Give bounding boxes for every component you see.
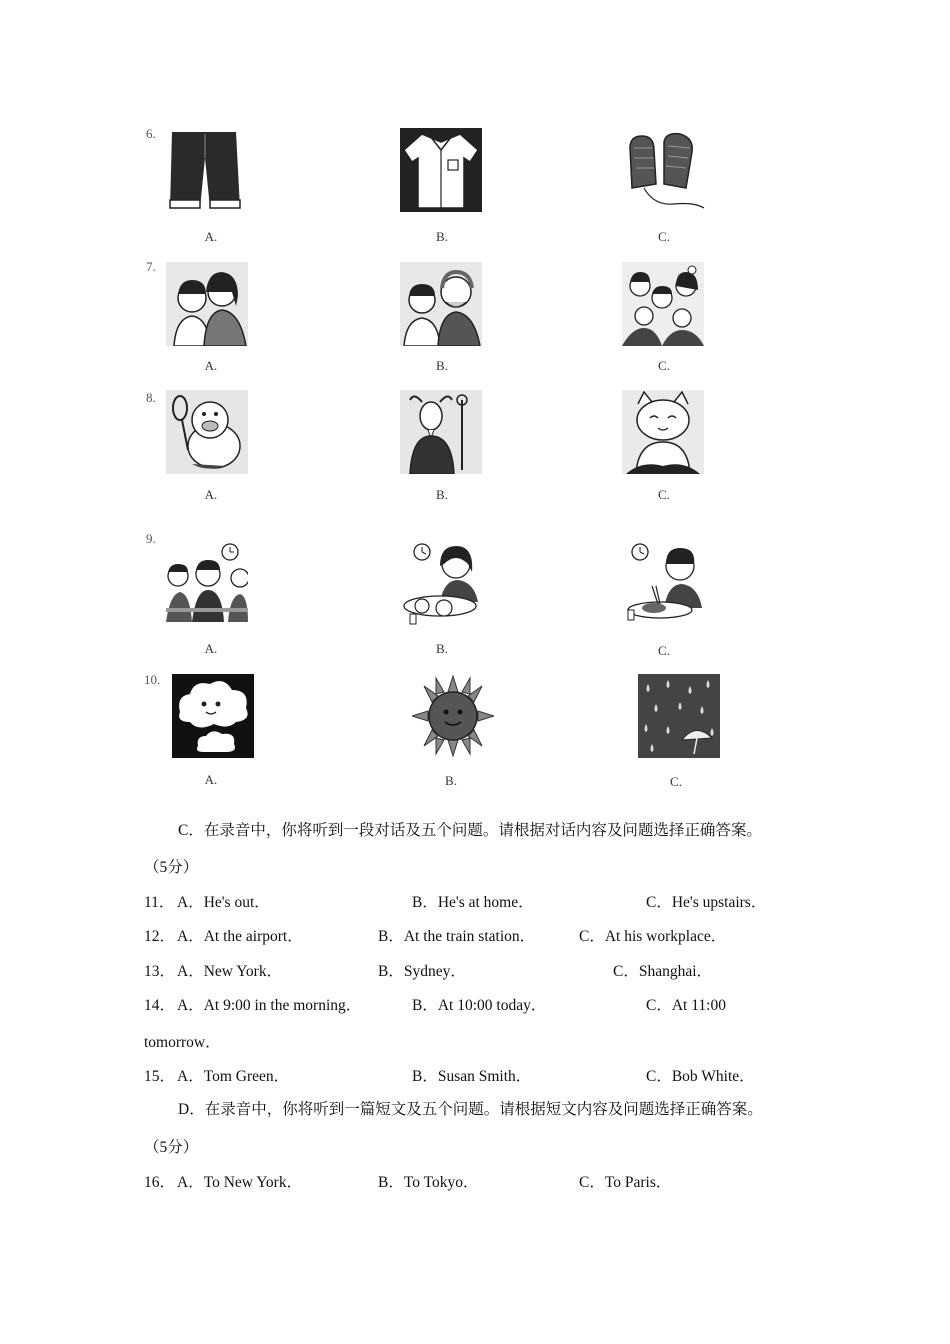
pig-icon <box>166 390 248 474</box>
section-c-score: （5分） <box>144 859 199 876</box>
question-number-7: 7. <box>146 259 156 274</box>
question-14-option-a[interactable]: A．At 9:00 in the morning． <box>177 997 362 1014</box>
option-8a-label: A. <box>204 487 218 502</box>
option-6b[interactable] <box>400 128 482 212</box>
question-13-option-c[interactable]: C．Shanghai． <box>613 963 713 980</box>
option-9b-label: B. <box>436 641 448 656</box>
question-number-9: 9. <box>146 531 156 546</box>
option-8b-label: B. <box>436 487 448 502</box>
option-9b[interactable] <box>400 542 482 626</box>
option-6b-label: B. <box>436 229 448 244</box>
option-7c-label: C. <box>658 358 670 373</box>
section-d-instruction: D．在录音中，你将听到一篇短文及五个问题。请根据短文内容及问题选择正确答案。 <box>178 1101 763 1118</box>
question-13-option-a[interactable]: A．New York． <box>177 963 283 980</box>
option-6a[interactable] <box>164 128 246 212</box>
option-9c[interactable] <box>622 542 704 626</box>
question-11-number: 11． <box>144 894 175 911</box>
question-12-option-a[interactable]: A．At the airport． <box>177 928 303 945</box>
question-12-option-b[interactable]: B．At the train station． <box>378 928 536 945</box>
question-13-number: 13． <box>144 963 176 980</box>
question-number-6: 6. <box>146 126 156 141</box>
question-15-option-a[interactable]: A．Tom Green． <box>177 1068 290 1085</box>
option-9a-label: A. <box>204 641 218 656</box>
question-14-number: 14． <box>144 997 176 1014</box>
question-16-option-a[interactable]: A．To New York． <box>177 1174 303 1191</box>
option-10b[interactable] <box>412 674 494 758</box>
question-11-option-b[interactable]: B．He's at home． <box>412 894 534 911</box>
question-number-10: 10. <box>144 672 161 687</box>
students-in-class-icon <box>166 542 248 626</box>
option-7a-label: A. <box>204 358 218 373</box>
boy-eating-icon <box>622 542 704 626</box>
girl-eating-icon <box>400 542 482 626</box>
boy-and-mother-icon <box>166 262 248 346</box>
question-number-8: 8. <box>146 390 156 405</box>
option-10b-label: B. <box>445 773 457 788</box>
question-16-option-c[interactable]: C．To Paris． <box>579 1174 672 1191</box>
goat-icon <box>400 390 482 474</box>
option-8c[interactable] <box>622 390 704 474</box>
shirt-icon <box>400 128 482 212</box>
question-14-option-b[interactable]: B．At 10:00 today． <box>412 997 547 1014</box>
question-16-option-b[interactable]: B．To Tokyo． <box>378 1174 479 1191</box>
option-10c[interactable] <box>638 674 720 758</box>
option-10a-label: A. <box>204 772 218 787</box>
mittens-icon <box>624 128 706 212</box>
option-9a[interactable] <box>166 542 248 626</box>
option-7a[interactable] <box>166 262 248 346</box>
question-14-option-c[interactable]: C．At 11:00 <box>646 997 726 1014</box>
sunny-icon <box>412 674 494 758</box>
question-11-option-c[interactable]: C．He's upstairs． <box>646 894 767 911</box>
section-d-score: （5分） <box>144 1139 199 1156</box>
question-12-number: 12． <box>144 928 176 945</box>
cloudy-icon <box>172 674 254 758</box>
question-16-number: 16． <box>144 1174 176 1191</box>
cat-icon <box>622 390 704 474</box>
option-7b[interactable] <box>400 262 482 346</box>
rainy-icon <box>638 674 720 758</box>
option-8c-label: C. <box>658 487 670 502</box>
option-9c-label: C. <box>658 643 670 658</box>
question-14-option-c-continued: tomorrow． <box>144 1034 221 1051</box>
question-13-option-b[interactable]: B．Sydney． <box>378 963 466 980</box>
section-c-instruction: C．在录音中，你将听到一段对话及五个问题。请根据对话内容及问题选择正确答案。 <box>178 822 762 839</box>
question-15-option-b[interactable]: B．Susan Smith． <box>412 1068 532 1085</box>
option-6c[interactable] <box>624 128 706 212</box>
option-6c-label: C. <box>658 229 670 244</box>
option-6a-label: A. <box>204 229 218 244</box>
option-10c-label: C. <box>670 774 682 789</box>
question-12-option-c[interactable]: C．At his workplace． <box>579 928 727 945</box>
option-8b[interactable] <box>400 390 482 474</box>
boy-and-grandfather-icon <box>400 262 482 346</box>
option-7b-label: B. <box>436 358 448 373</box>
shorts-icon <box>164 128 246 212</box>
question-15-number: 15． <box>144 1068 176 1085</box>
question-11-option-a[interactable]: A．He's out． <box>177 894 270 911</box>
question-15-option-c[interactable]: C．Bob White． <box>646 1068 755 1085</box>
option-7c[interactable] <box>622 262 704 346</box>
option-10a[interactable] <box>172 674 254 758</box>
family-icon <box>622 262 704 346</box>
option-8a[interactable] <box>166 390 248 474</box>
